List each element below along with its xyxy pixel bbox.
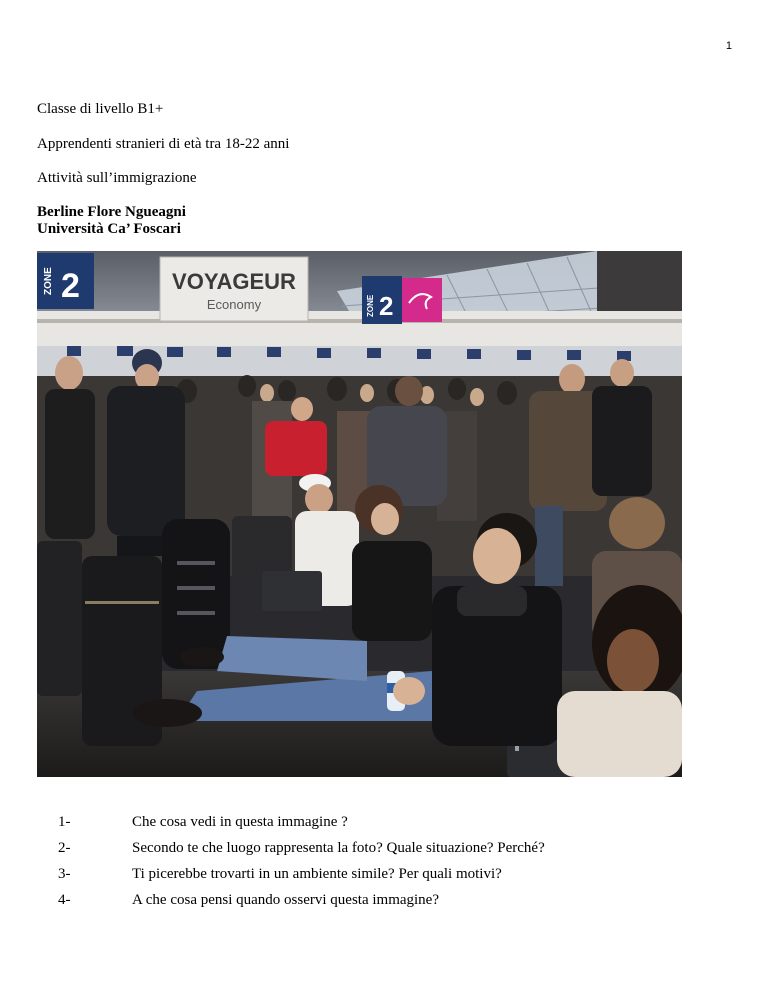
question-number: 1- xyxy=(58,814,71,830)
question-number: 4- xyxy=(58,892,71,908)
zone-sign-left xyxy=(37,253,94,309)
shoe xyxy=(132,699,202,727)
laptop xyxy=(262,571,322,611)
question-text: Ti picerebbe trovarti in un ambiente simile? Per quali motivi? xyxy=(132,866,502,882)
checkin-counter-band xyxy=(37,311,682,351)
zone-left-word: ZONE xyxy=(43,267,54,295)
shoe xyxy=(180,647,224,667)
zone-sign-right xyxy=(362,276,442,324)
author-affiliation: Università Ca’ Foscari xyxy=(37,221,181,237)
author-name: Berline Flore Ngueagni xyxy=(37,204,186,220)
question-number: 2- xyxy=(58,840,71,856)
voyageur-sign xyxy=(160,257,308,321)
class-level-line: Classe di livello B1+ xyxy=(37,101,164,117)
question-text: A che cosa pensi quando osservi questa immagine? xyxy=(132,892,440,908)
question-text: Che cosa vedi in questa immagine ? xyxy=(132,814,348,830)
zone-right-word: ZONE xyxy=(366,294,375,317)
question-text: Secondo te che luogo rappresenta la foto? Quale situazione? Perché? xyxy=(132,840,545,856)
airport-checkin-photo xyxy=(37,251,682,777)
black-backpack xyxy=(162,519,230,669)
page-number: 1 xyxy=(725,40,732,52)
brand-class: Economy xyxy=(206,297,262,312)
magenta-panel xyxy=(402,278,442,322)
learners-line: Apprendenti stranieri di età tra 18-22 anni xyxy=(37,136,290,152)
question-number: 3- xyxy=(58,866,71,882)
scarf xyxy=(457,586,527,616)
zone-right-number: 2 xyxy=(379,291,394,321)
zone-left-number: 2 xyxy=(61,267,80,305)
activity-line: Attività sull’immigrazione xyxy=(37,170,197,186)
brand-name: VOYAGEUR xyxy=(172,269,296,294)
